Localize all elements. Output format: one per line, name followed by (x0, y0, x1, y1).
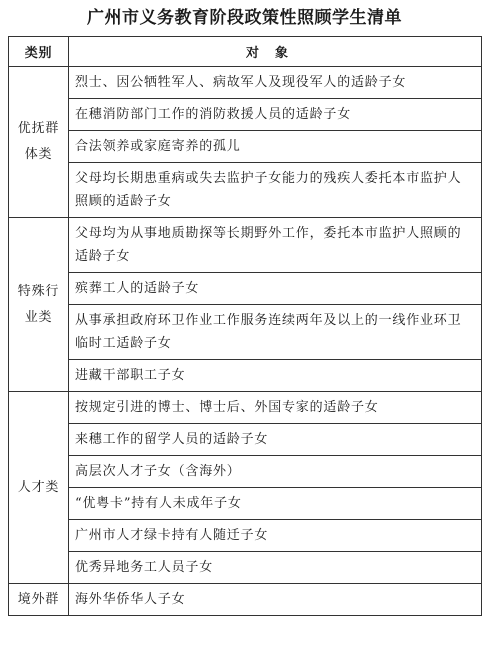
item-cell: 合法领养或家庭寄养的孤儿 (69, 131, 482, 163)
item-cell: 按规定引进的博士、博士后、外国专家的适龄子女 (69, 392, 482, 424)
header-category: 类别 (9, 37, 69, 67)
item-cell: 殡葬工人的适龄子女 (69, 273, 482, 305)
item-cell: 烈士、因公牺牲军人、病故军人及现役军人的适龄子女 (69, 67, 482, 99)
table-row (9, 360, 482, 392)
item-cell: 从事承担政府环卫作业工作服务连续两年及以上的一线作业环卫临时工适龄子女 (69, 305, 482, 360)
table-row (9, 273, 482, 305)
table-row (9, 456, 482, 488)
category-cell (9, 218, 69, 392)
item-cell: 优秀异地务工人员子女 (69, 552, 482, 584)
page-title: 广州市义务教育阶段政策性照顾学生清单 (87, 8, 402, 28)
item-cell: 广州市人才绿卡持有人随迁子女 (69, 520, 482, 552)
item-cell: 父母均为从事地质勘探等长期野外工作，委托本市监护人照顾的适龄子女 (69, 218, 482, 273)
category-cell (9, 584, 69, 616)
table-row (9, 218, 482, 273)
category-cell (9, 392, 69, 584)
category-label: 境外群 (17, 591, 60, 607)
table-row (9, 67, 482, 99)
policy-table (8, 36, 482, 616)
item-cell: “优粤卡”持有人未成年子女 (69, 488, 482, 520)
category-cell (9, 67, 69, 218)
item-cell: 海外华侨华人子女 (69, 584, 482, 616)
item-cell: 在穗消防部门工作的消防救援人员的适龄子女 (69, 99, 482, 131)
table-row (9, 424, 482, 456)
table-row (9, 163, 482, 218)
item-cell: 父母均长期患重病或失去监护子女能力的残疾人委托本市监护人照顾的适龄子女 (69, 163, 482, 218)
table-row (9, 99, 482, 131)
item-cell: 来穗工作的留学人员的适龄子女 (69, 424, 482, 456)
table-row (9, 305, 482, 360)
table-header-row (9, 37, 482, 67)
table-row (9, 520, 482, 552)
table-row (9, 552, 482, 584)
table-row (9, 488, 482, 520)
table-row (9, 584, 482, 616)
item-cell: 进藏干部职工子女 (69, 360, 482, 392)
table-row (9, 131, 482, 163)
category-label: 人才类 (17, 479, 60, 495)
category-label: 特殊行业类 (17, 283, 60, 325)
header-object: 对象 (69, 37, 482, 67)
item-cell: 高层次人才子女（含海外） (69, 456, 482, 488)
category-label: 优抚群体类 (17, 121, 60, 162)
table-row (9, 392, 482, 424)
